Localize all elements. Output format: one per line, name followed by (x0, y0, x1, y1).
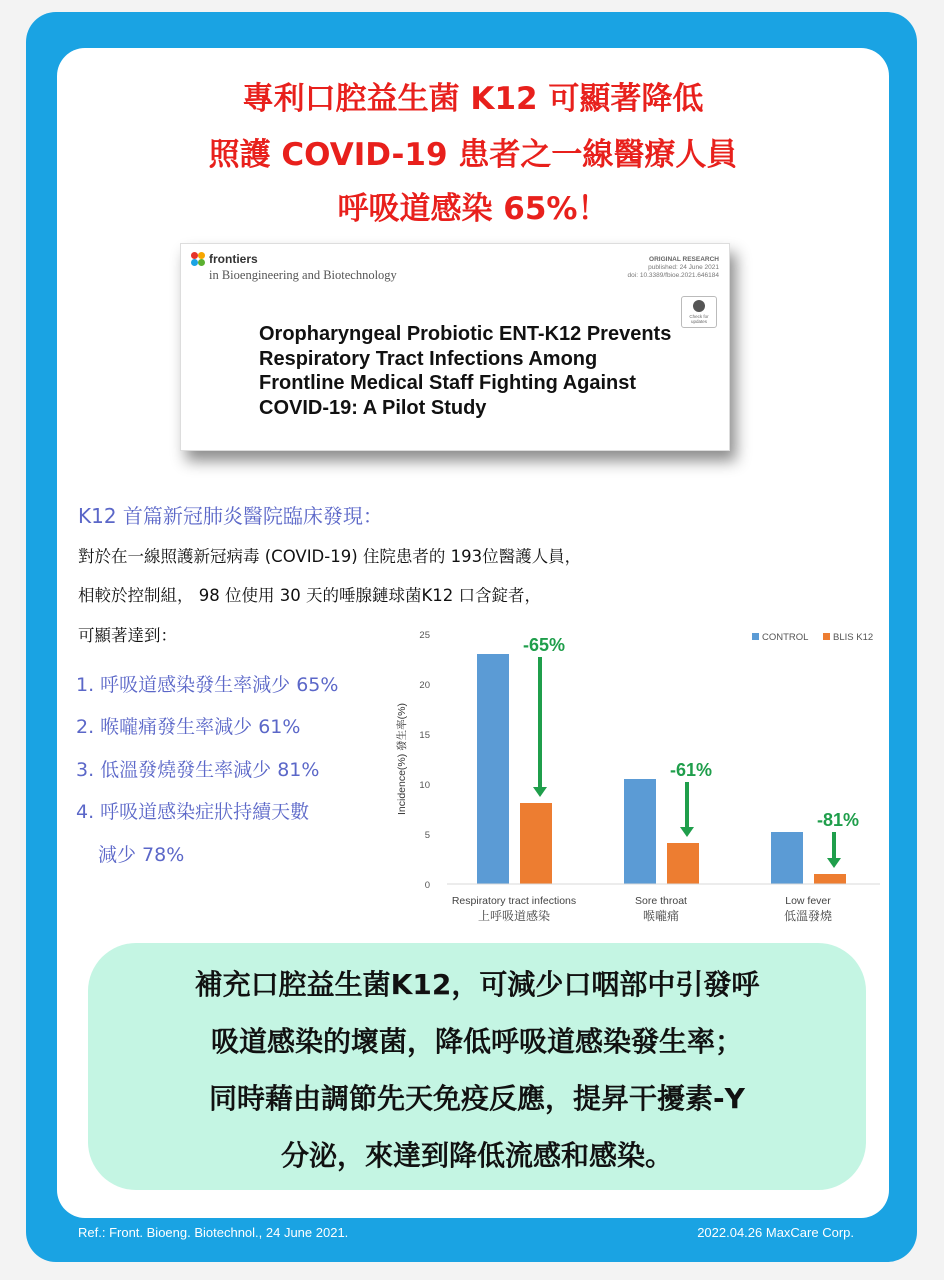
check-updates-icon (693, 300, 705, 312)
legend-swatch-2 (823, 633, 830, 640)
incidence-chart (385, 620, 890, 935)
reduction-arrows (523, 635, 859, 868)
reduction-arrow-head-3 (827, 858, 841, 868)
legend-label-2: BLIS K12 (833, 632, 874, 643)
reduction-arrow-head-2 (680, 827, 694, 837)
bar-control-1 (477, 654, 509, 884)
result-item-4: 4. 呼吸道感染症狀持續天數 (76, 801, 310, 823)
result-item-2: 2. 喉嚨痛發生率減少 61% (76, 716, 301, 738)
headline-line-2: 照護 COVID-19 患者之一線醫療人員 (208, 137, 738, 173)
result-item-4-cont: 減少 78% (98, 844, 185, 866)
y-tick-label: 10 (419, 780, 430, 791)
reduction-label-2: -61% (669, 760, 713, 780)
bar-k12-3 (814, 874, 846, 884)
bar-k12-2 (667, 843, 699, 884)
article-type: ORIGINAL RESEARCH (649, 256, 719, 263)
summary-line-1: 補充口腔益生菌K12，可減少口咽部中引發呼 (194, 968, 760, 1001)
bar-k12-1 (520, 803, 552, 884)
summary-line-4: 分泌，來達到降低流感和感染。 (280, 1139, 673, 1172)
journal-name: in Bioengineering and Biotechnology (209, 268, 397, 282)
paper-title: Oropharyngeal Probiotic ENT-K12 Prevents Respiratory Tract Infections Among Frontline Medical Staff Fighting Against COVID-19: A Pilot Study (259, 323, 672, 419)
x-tick-label-zh: 上呼吸道感染 (477, 909, 551, 923)
body-line-1: 對於在一線照護新冠病毒 (COVID-19) 住院患者的 193位醫護人員， (78, 547, 582, 566)
x-tick-label: Sore throat (635, 895, 687, 907)
chart-legend (752, 632, 873, 643)
bars (477, 654, 846, 884)
reduction-label-3: -81% (816, 810, 860, 830)
result-item-1: 1. 呼吸道感染發生率減少 65% (76, 674, 339, 696)
check-for-updates-badge (681, 296, 717, 328)
y-tick-label: 20 (419, 680, 430, 691)
bar-control-2 (624, 779, 656, 884)
paper-header-image (180, 243, 730, 451)
legend-label-1: CONTROL (762, 632, 809, 643)
frontiers-logo-icon (191, 252, 207, 268)
x-tick-label-zh: 低溫發燒 (783, 909, 833, 923)
y-axis-label: Incidence(%) 發生率(%) (396, 702, 408, 816)
headline-line-3: 呼吸道感染 65%！ (337, 191, 609, 227)
body-line-2: 相較於控制組， 98 位使用 30 天的唾腺鏈球菌K12 口含錠者， (78, 586, 542, 605)
summary-box (88, 943, 866, 1190)
footer-company: 2022.04.26 MaxCare Corp. (697, 1225, 854, 1240)
summary-line-3: 同時藉由調節先天免疫反應，提昇干擾素-Y (209, 1082, 745, 1115)
x-axis (447, 884, 880, 923)
footer-reference: Ref.: Front. Bioeng. Biotechnol., 24 June 2021. (78, 1225, 349, 1240)
x-tick-label: Respiratory tract infections (451, 895, 577, 907)
x-tick-label-zh: 喉嚨痛 (642, 909, 680, 923)
y-tick-label: 25 (419, 630, 430, 641)
result-item-3: 3. 低溫發燒發生率減少 81% (76, 759, 320, 781)
body-line-3: 可顯著達到： (78, 626, 177, 645)
summary-line-2: 吸道感染的壞菌，降低呼吸道感染發生率； (210, 1025, 743, 1058)
check-updates-label: Check for updates (689, 314, 709, 324)
y-tick-label: 5 (424, 830, 430, 841)
y-axis (395, 630, 430, 891)
published-date: published: 24 June 2021 (648, 264, 719, 271)
finding-title: K12 首篇新冠肺炎醫院臨床發現： (78, 504, 383, 528)
reduction-label-1: -65% (522, 635, 566, 655)
doi: doi: 10.3389/fbioe.2021.646184 (627, 272, 719, 279)
headline-line-1: 專利口腔益生菌 K12 可顯著降低 (242, 81, 704, 117)
bar-control-3 (771, 832, 803, 884)
legend-swatch-1 (752, 633, 759, 640)
reduction-arrow-head-1 (533, 787, 547, 797)
publisher-name: frontiers (209, 252, 258, 266)
y-tick-label: 0 (424, 880, 430, 891)
article-meta (628, 256, 719, 280)
x-tick-label: Low fever (785, 895, 831, 907)
y-tick-label: 15 (419, 730, 430, 741)
